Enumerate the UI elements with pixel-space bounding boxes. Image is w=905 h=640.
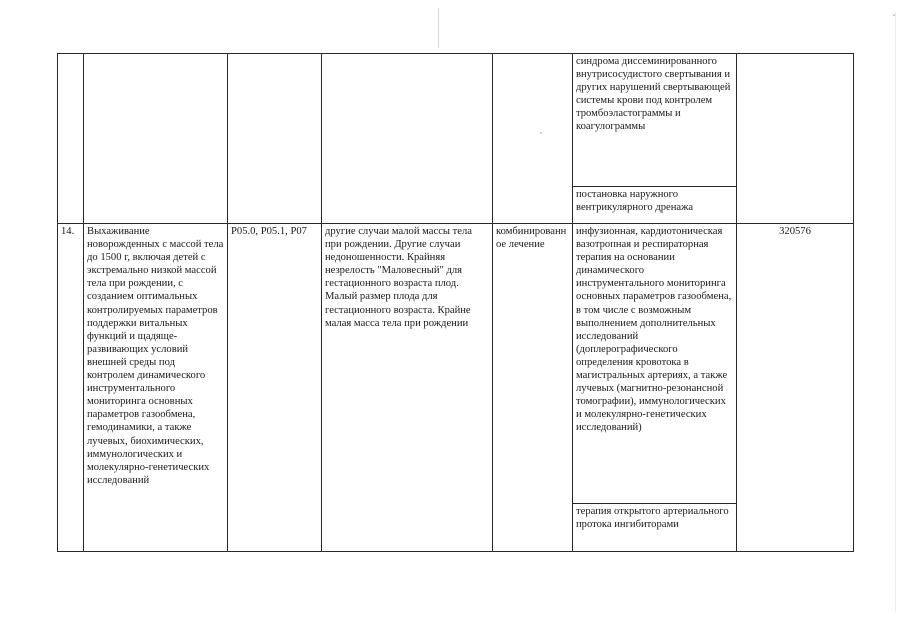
patient-model-cell: другие случаи малой массы тела при рождении. Другие случаи недоношенности. Крайняя незрелость "Маловесный" для гестационного возраста плод. Малый размер плода для гестационного возраста. Крайне малая масса тела при рождении	[322, 224, 493, 552]
treatment-method-cell: терапия открытого артериального протока ингибиторами	[573, 504, 737, 552]
treatment-method-cell: инфузионная, кардиотоническая вазотропная и респираторная терапия на основании динамического инструментального мониторинга основных параметров газообмена, в том числе с возможным выполнением дополнительных исследований (доплерографического определения кровотока в магистральных артериях, а также лучевых (магнитно-резонансной томографии), иммунологических и молекулярно-генетических исследований)	[573, 224, 737, 504]
scan-artifact	[540, 132, 542, 134]
scan-artifact	[893, 14, 895, 16]
document-table	[57, 53, 854, 552]
treatment-method-cell: постановка наружного вентрикулярного дренажа	[573, 187, 737, 224]
scan-artifact	[895, 12, 896, 612]
table-row	[58, 224, 854, 504]
scan-artifact	[438, 8, 439, 48]
row-number-cell	[58, 54, 84, 224]
standard-value-cell: 320576	[737, 224, 854, 552]
care-name-cell: Выхаживание новорожденных с массой тела до 1500 г, включая детей с экстремально низкой массой тела при рождении, с созданием оптимальных контролируемых параметров поддержки витальных функций и щадяще-развивающих условий внешней среды под контролем динамического инструментального мониторинга основных параметров газообмена, гемодинамики, а также лучевых, биохимических, иммунологических и молекулярно-генетических исследований	[84, 224, 228, 552]
icd-codes-cell: P05.0, P05.1, P07	[228, 224, 322, 552]
row-number-cell: 14.	[58, 224, 84, 552]
care-name-cell	[84, 54, 228, 224]
treatment-type-cell	[493, 54, 573, 224]
standard-value-cell	[737, 54, 854, 224]
treatment-type-cell: комбинированное лечение	[493, 224, 573, 552]
icd-codes-cell	[228, 54, 322, 224]
patient-model-cell	[322, 54, 493, 224]
table-row	[58, 54, 854, 187]
treatment-method-cell: синдрома диссеминированного внутрисосудистого свертывания и других нарушений свертывающей системы крови под контролем тромбоэластограммы и коагулограммы	[573, 54, 737, 187]
